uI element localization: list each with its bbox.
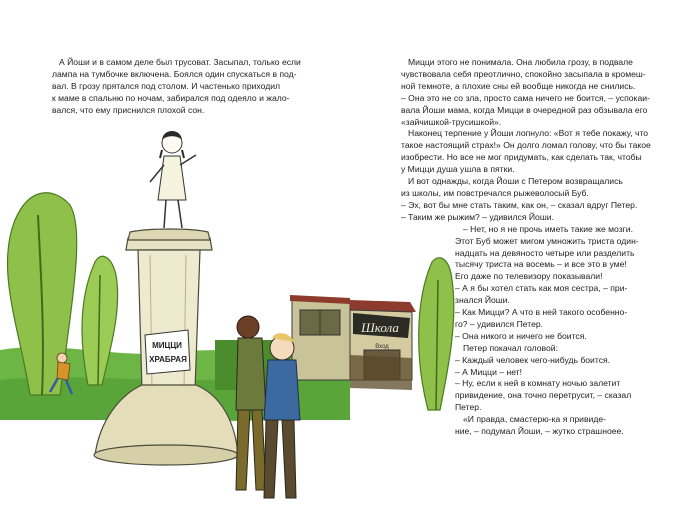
text-line: к маме в спальню по ночам, забирался под одеяло и жало- [52,92,290,103]
right-page [350,0,700,509]
door-sign: Вход [375,344,389,350]
school-sign: Школа [361,320,399,335]
text-line: лампа на тумбочке включена. Боялся один спускаться в под- [52,68,297,79]
text-line: го? – удивился Петер. [455,318,544,329]
text-line: «зайчишкой-трусишкой». [401,116,502,127]
text-line: чувствовала себя преотлично, спокойно засыпала в кромеш- [401,68,646,79]
text-line: – А Мицци – нет! [455,366,523,377]
text-line: вала Йоши мама, когда Мицци в очередной раз обзывала его [401,104,648,115]
text-line: И вот однажды, когда Йоши с Петером возвращались [408,176,623,187]
text-line: Петер покачал головой: [463,342,558,353]
text-line: знался Йоши. [455,295,510,306]
text-line: у Мицци душа ушла в пятки. [401,164,515,175]
text-line: из школы, им повстречался рыжеволосый Буб. [401,187,589,198]
text-line: привидение, она точно перетрусит, – сказал [455,390,632,401]
text-line: изобрести. Но все не мог придумать, как сделать так, чтобы [401,152,642,163]
text-line: – Она это не со зла, просто сама ничего не боится, – успокаи- [401,92,650,103]
text-line: такое настоящий страх!» Он долго ломал голову, что бы такое [401,140,651,151]
text-line: – Эх, вот бы мне стать таким, как он, – сказал вдруг Петер. [401,199,638,210]
text-line: – Ну, если к ней в комнату ночью залетит [455,378,621,389]
text-line: вал. В грозу прятался под столом. И частенько приходил [52,80,281,91]
statue-plaque-line2: ХРАБРАЯ [149,355,187,364]
text-line: – Каждый человек чего-нибудь боится. [455,354,611,365]
right-page-text [401,57,651,438]
text-line: – Нет, но я не прочь иметь такие же мозги. [463,223,633,234]
text-line: Его даже по телевизору показывали! [455,271,603,282]
text-line: А Йоши и в самом деле был трусоват. Засыпал, только если [59,57,301,67]
text-line: Наконец терпение у Йоши лопнуло: «Вот я тебе покажу, что [408,128,649,139]
text-line: тысячу триста на восемь – и все это в уме! [455,259,627,270]
text-line: Петер. [455,402,482,413]
statue-plaque-line1: МИЦЦИ [152,341,182,350]
text-line: вался, что ему приснился плохой сон. [52,104,205,115]
text-line: – Как Мицци? А что в ней такого особенно- [455,307,628,318]
text-line: ние, – подумал Йоши, – жутко страшноее. [455,426,624,437]
text-line: надцать на девяносто четыре или разделить [455,247,635,258]
text-line: Мицци этого не понимала. Она любила грозу, в подвале [408,57,633,67]
text-line: «И правда, смастерю-ка я привиде- [463,414,606,425]
school-building [290,295,350,380]
text-line: – Она никого и ничего не боится. [455,330,587,341]
text-line: – А я бы хотел стать как моя сестра, – при- [455,283,628,294]
girl-statue-figure [150,131,196,228]
text-line: ной темноте, а плохие сны ей вообще никогда не снились. [401,80,636,91]
text-line: – Таким же рыжим? – удивился Йоши. [401,211,554,222]
text-line: Этот Буб может мигом умножить триста один- [455,235,639,246]
